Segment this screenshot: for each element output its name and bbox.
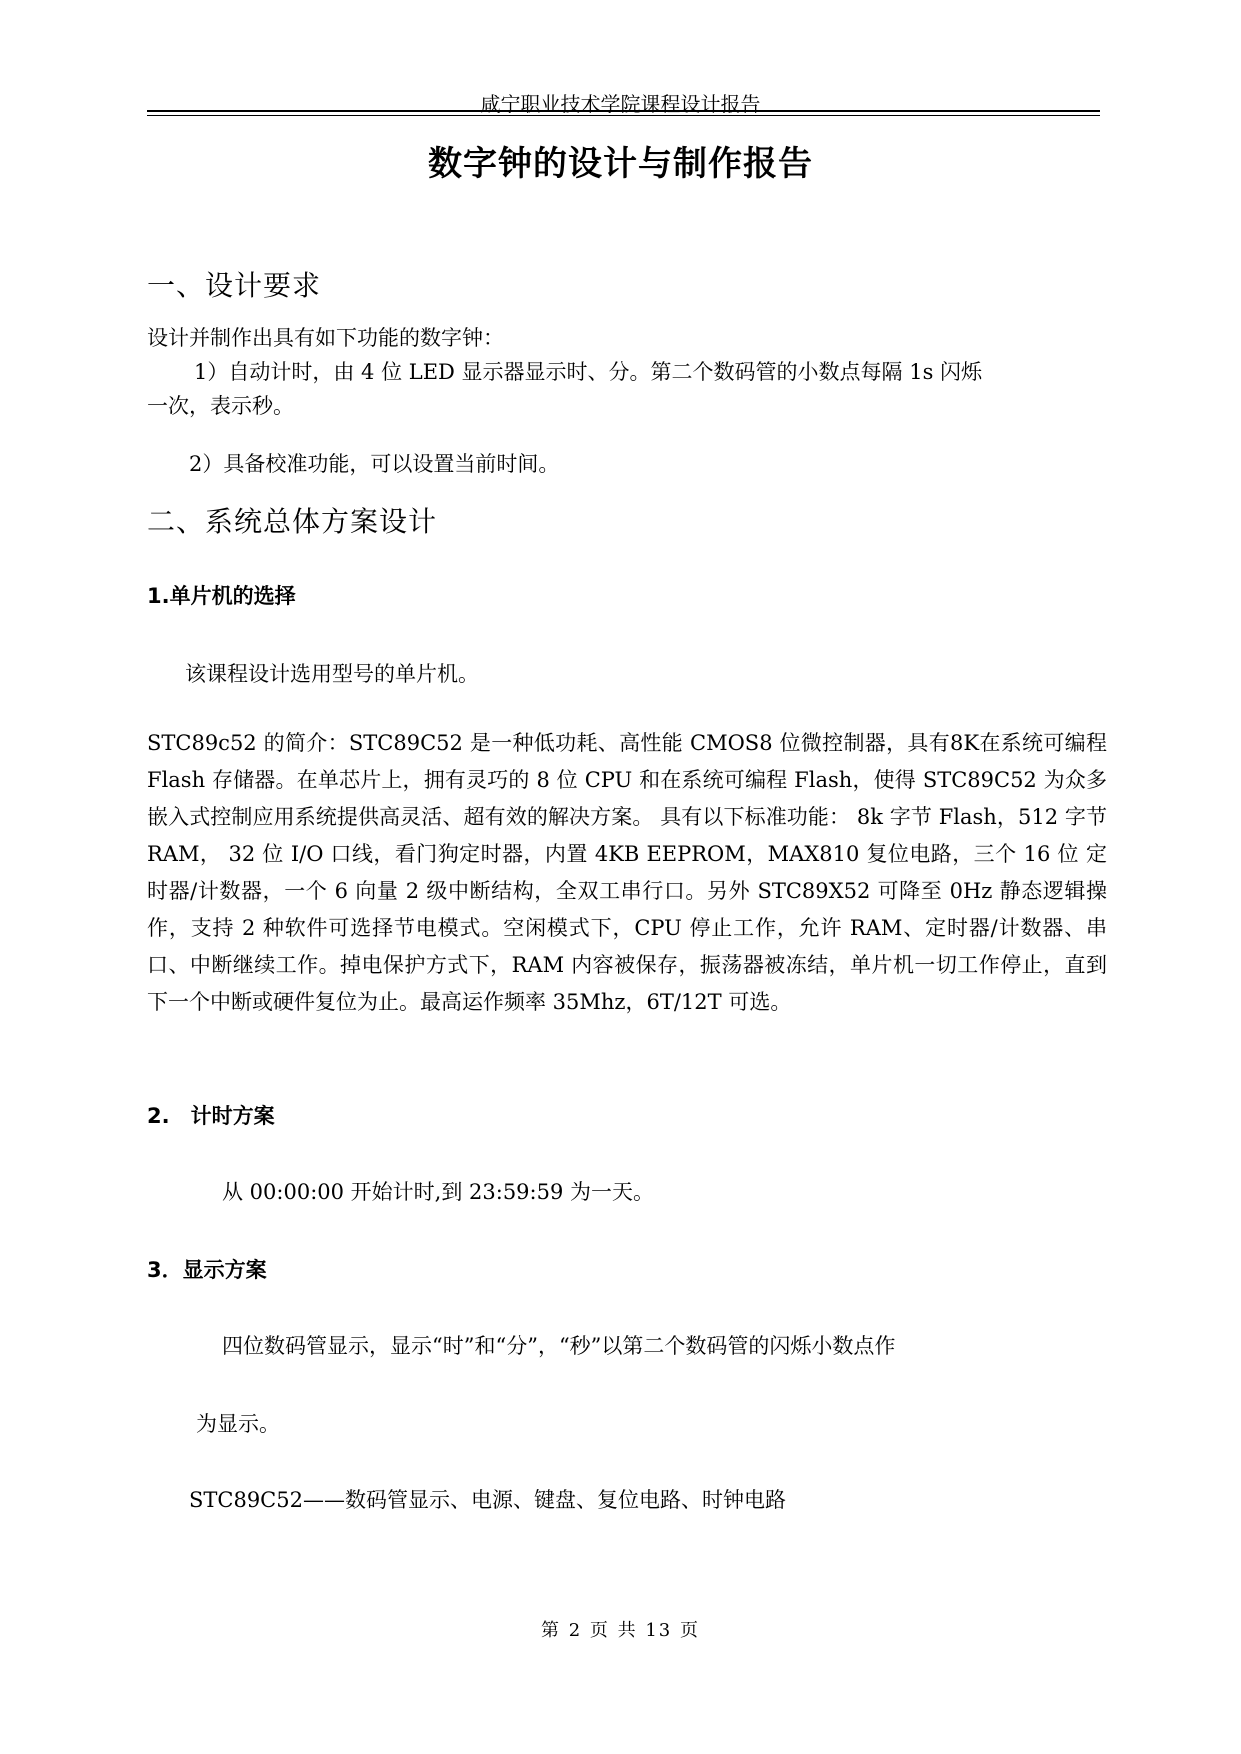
page-header: 咸宁职业技术学院课程设计报告	[480, 92, 761, 116]
display-scheme-line2: 为显示。	[196, 1412, 280, 1436]
requirement-1-line1: 1）自动计时，由 4 位 LED 显示器显示时、分。第二个数码管的小数点每隔 1s 闪烁	[194, 360, 983, 384]
subsection1-heading: 1.单片机的选择	[147, 584, 296, 608]
stc89c52-description: STC89c52 的简介：STC89C52 是一种低功耗、高性能 CMOS8 位微控制器，具有8K在系统可编程 Flash 存储器。在单芯片上，拥有灵巧的 8 位 CPU 和在系统可编程 Flash，使得 STC89C52 为众多嵌入式控制应用系统提供高灵活、超有效的解决方案。 具有以下标准功能： 8k 字节 Flash，512 字节 RAM， 32 位 I/O 口线，看门狗定时器，内置 4KB EEPROM，MAX810 复位电路，三个 16 位 定时器/计数器，一个 6 向量 2 级中断结构，全双工串行口。另外 STC89X52 可降至 0Hz 静态逻辑操作，支持 2 种软件可选择节电模式。空闲模式下，CPU 停止工作，允许 RAM、定时器/计数器、串口、中断继续工作。掉电保护方式下，RAM 内容被保存，振荡器被冻结，单片机一切工作停止，直到下一个中断或硬件复位为止。最高运作频率 35Mhz，6T/12T 可选。	[147, 731, 1107, 1014]
subsection2-heading: 2. 计时方案	[147, 1104, 275, 1128]
header-rule-thick	[147, 110, 1100, 112]
section2-heading: 二、系统总体方案设计	[147, 505, 438, 538]
section1-heading: 一、设计要求	[147, 269, 322, 302]
display-scheme-line1: 四位数码管显示，显示“时”和“分”，“秒”以第二个数码管的闪烁小数点作	[222, 1334, 896, 1358]
mcu-choice-text: 该课程设计选用型号的单片机。	[185, 662, 479, 686]
requirement-2: 2）具备校准功能，可以设置当前时间。	[189, 452, 560, 476]
timing-scheme-text: 从 00:00:00 开始计时,到 23:59:59 为一天。	[222, 1180, 655, 1204]
requirement-1-line2: 一次，表示秒。	[147, 394, 294, 418]
system-components: STC89C52——数码管显示、电源、键盘、复位电路、时钟电路	[189, 1488, 786, 1512]
subsection3-heading: 3．显示方案	[147, 1258, 267, 1282]
document-title: 数字钟的设计与制作报告	[428, 144, 813, 184]
header-rule-thin	[147, 115, 1100, 116]
page-footer: 第 2 页 共 13 页	[541, 1620, 700, 1641]
section1-intro: 设计并制作出具有如下功能的数字钟：	[147, 326, 504, 350]
